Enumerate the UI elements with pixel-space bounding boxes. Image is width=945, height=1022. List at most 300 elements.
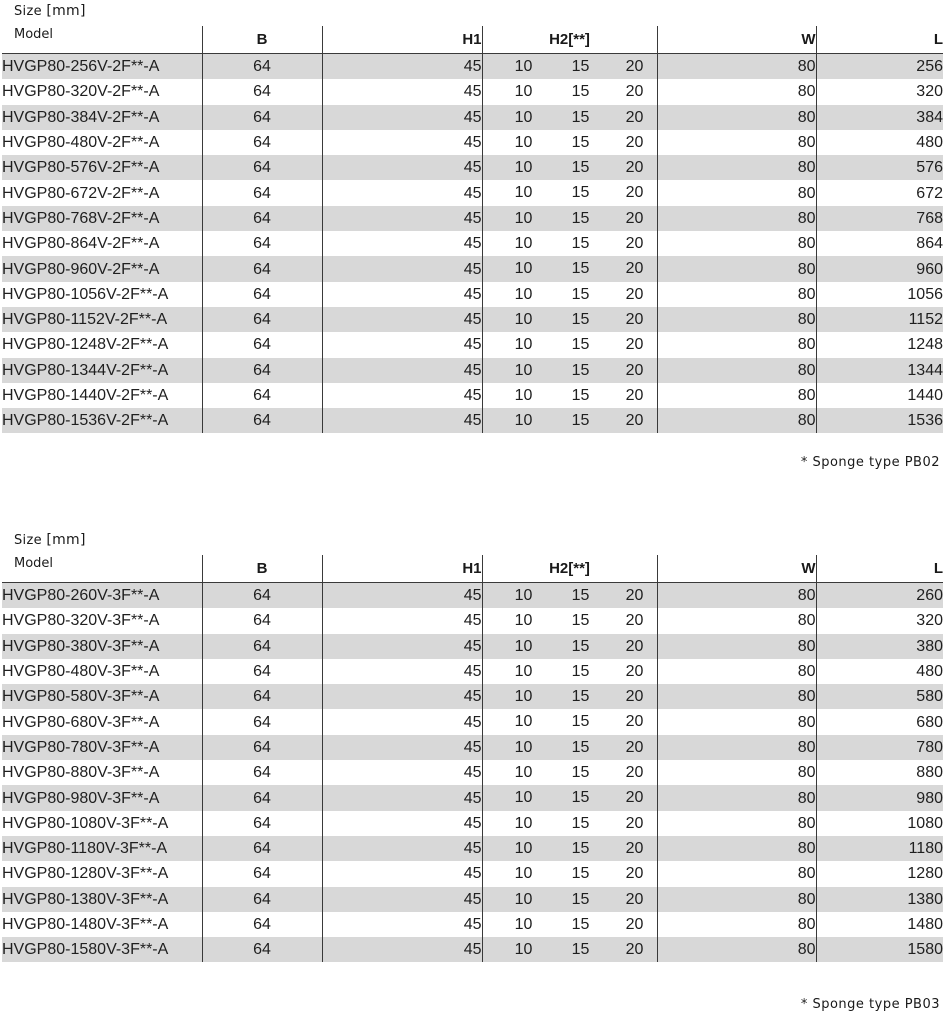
cell-b: 64 <box>202 811 322 836</box>
cell-h2-value: 15 <box>571 386 590 404</box>
cell-model: HVGP80-780V-3F**-A <box>2 738 160 756</box>
cell-h2-value: 15 <box>571 209 590 227</box>
cell-h1: 45 <box>322 130 482 155</box>
cell-h1: 45 <box>322 282 482 307</box>
cell-l: 960 <box>816 256 943 281</box>
cell-model: HVGP80-1580V-3F**-A <box>2 941 169 959</box>
cell-h2-value: 20 <box>625 587 644 604</box>
cell-b: 64 <box>202 180 322 205</box>
cell-l: 1380 <box>816 887 943 912</box>
cell-h2 <box>482 231 657 256</box>
cell-h2-value: 20 <box>625 412 644 430</box>
cell-b: 64 <box>202 231 322 256</box>
cell-h2-value: 10 <box>514 764 533 782</box>
cell-h2-value: 20 <box>625 159 644 177</box>
cell-w: 80 <box>657 358 816 383</box>
cell-w: 80 <box>657 735 816 760</box>
col-header-h1: H1 <box>322 555 482 583</box>
cell-h2-value: 20 <box>625 361 644 379</box>
cell-h2-value: 20 <box>625 612 644 630</box>
cell-l: 1248 <box>816 332 943 357</box>
cell-h2-value: 15 <box>571 890 590 908</box>
col-header-model: Model <box>14 556 54 571</box>
cell-model: HVGP80-980V-3F**-A <box>2 789 160 807</box>
cell-l: 1536 <box>816 408 943 433</box>
cell-h2-value: 10 <box>514 890 533 908</box>
cell-h2 <box>482 836 657 861</box>
cell-l: 384 <box>816 105 943 130</box>
cell-h2-value: 15 <box>571 83 590 101</box>
cell-h2-value: 20 <box>625 83 644 101</box>
cell-h2 <box>482 659 657 684</box>
cell-h2-value: 15 <box>571 285 590 303</box>
cell-h2-value: 10 <box>514 839 533 857</box>
cell-w: 80 <box>657 684 816 709</box>
cell-h2-value: 10 <box>514 688 533 706</box>
cell-h2 <box>482 684 657 709</box>
cell-l: 980 <box>816 785 943 810</box>
cell-h2-value: 15 <box>571 587 590 604</box>
cell-h2-value: 20 <box>625 58 644 75</box>
cell-model: HVGP80-380V-3F**-A <box>2 637 160 655</box>
table-body <box>2 583 943 963</box>
cell-h2-value: 15 <box>571 612 590 630</box>
cell-w: 80 <box>657 760 816 785</box>
cell-h2-value: 10 <box>514 108 533 126</box>
size-label-text: Size <box>14 4 42 19</box>
cell-h2-value: 15 <box>571 839 590 857</box>
cell-model: HVGP80-1380V-3F**-A <box>2 890 169 908</box>
table-row <box>2 332 943 357</box>
col-header-h2: H2[**] <box>482 555 657 583</box>
cell-h2 <box>482 408 657 433</box>
cell-b: 64 <box>202 358 322 383</box>
table-row <box>2 130 943 155</box>
cell-h2-value: 15 <box>571 688 590 706</box>
cell-l: 1480 <box>816 912 943 937</box>
cell-b: 64 <box>202 684 322 709</box>
cell-h2-value: 10 <box>514 941 533 959</box>
cell-model: HVGP80-1536V-2F**-A <box>2 412 169 430</box>
cell-b: 64 <box>202 634 322 659</box>
cell-model: HVGP80-1056V-2F**-A <box>2 285 169 303</box>
cell-h2-value: 15 <box>571 789 590 807</box>
cell-model: HVGP80-256V-2F**-A <box>2 58 160 76</box>
cell-h2-value: 10 <box>514 285 533 303</box>
cell-b: 64 <box>202 282 322 307</box>
cell-h1: 45 <box>322 735 482 760</box>
col-header-b: B <box>202 26 322 54</box>
cell-h2-value: 15 <box>571 310 590 328</box>
cell-l: 580 <box>816 684 943 709</box>
table-row <box>2 180 943 205</box>
cell-h1: 45 <box>322 54 482 80</box>
cell-h2-value: 10 <box>514 58 533 75</box>
cell-l: 780 <box>816 735 943 760</box>
cell-l: 1152 <box>816 307 943 332</box>
cell-w: 80 <box>657 54 816 80</box>
cell-h2 <box>482 887 657 912</box>
cell-w: 80 <box>657 912 816 937</box>
cell-h2-value: 15 <box>571 713 590 731</box>
col-header-l: L <box>816 555 943 583</box>
cell-h2 <box>482 861 657 886</box>
cell-b: 64 <box>202 659 322 684</box>
cell-h2-value: 15 <box>571 235 590 253</box>
cell-h1: 45 <box>322 155 482 180</box>
cell-h2-value: 20 <box>625 260 644 278</box>
cell-h2 <box>482 785 657 810</box>
cell-h1: 45 <box>322 709 482 734</box>
cell-h1: 45 <box>322 105 482 130</box>
cell-h2 <box>482 130 657 155</box>
cell-h2-value: 15 <box>571 814 590 832</box>
cell-w: 80 <box>657 282 816 307</box>
cell-l: 1180 <box>816 836 943 861</box>
cell-h2-value: 15 <box>571 637 590 655</box>
cell-h1: 45 <box>322 180 482 205</box>
cell-h2-value: 15 <box>571 662 590 680</box>
cell-h1: 45 <box>322 383 482 408</box>
cell-l: 680 <box>816 709 943 734</box>
cell-w: 80 <box>657 634 816 659</box>
cell-l: 320 <box>816 79 943 104</box>
cell-h2-value: 15 <box>571 738 590 756</box>
cell-h2-value: 20 <box>625 235 644 253</box>
cell-w: 80 <box>657 155 816 180</box>
cell-h2 <box>482 912 657 937</box>
cell-h2 <box>482 709 657 734</box>
cell-h1: 45 <box>322 937 482 962</box>
table-row <box>2 79 943 104</box>
cell-h2-value: 10 <box>514 361 533 379</box>
cell-b: 64 <box>202 709 322 734</box>
cell-model: HVGP80-768V-2F**-A <box>2 209 160 227</box>
cell-h2-value: 10 <box>514 587 533 604</box>
cell-w: 80 <box>657 231 816 256</box>
cell-h2-value: 20 <box>625 941 644 959</box>
cell-h2-value: 10 <box>514 159 533 177</box>
cell-h1: 45 <box>322 408 482 433</box>
cell-h2-value: 20 <box>625 890 644 908</box>
cell-h2 <box>482 937 657 962</box>
table-row <box>2 155 943 180</box>
footnote-sponge-type: * Sponge type PB03 <box>800 997 940 1012</box>
cell-h2-value: 10 <box>514 133 533 151</box>
cell-l: 480 <box>816 659 943 684</box>
table-row <box>2 282 943 307</box>
cell-h2-value: 10 <box>514 915 533 933</box>
cell-h2-value: 15 <box>571 865 590 883</box>
cell-h2 <box>482 332 657 357</box>
cell-h2-value: 10 <box>514 814 533 832</box>
cell-w: 80 <box>657 937 816 962</box>
cell-w: 80 <box>657 608 816 633</box>
cell-h2 <box>482 282 657 307</box>
cell-b: 64 <box>202 937 322 962</box>
cell-b: 64 <box>202 383 322 408</box>
cell-b: 64 <box>202 256 322 281</box>
cell-h2-value: 10 <box>514 184 533 202</box>
cell-b: 64 <box>202 735 322 760</box>
cell-h2-value: 20 <box>625 310 644 328</box>
cell-h1: 45 <box>322 887 482 912</box>
table-row <box>2 811 943 836</box>
cell-model: HVGP80-1344V-2F**-A <box>2 361 169 379</box>
cell-h2 <box>482 735 657 760</box>
col-header-b: B <box>202 555 322 583</box>
cell-w: 80 <box>657 105 816 130</box>
table-row <box>2 684 943 709</box>
table-row <box>2 887 943 912</box>
table-row <box>2 760 943 785</box>
cell-h2-value: 15 <box>571 941 590 959</box>
cell-h2-value: 15 <box>571 58 590 75</box>
table-row <box>2 408 943 433</box>
cell-b: 64 <box>202 785 322 810</box>
cell-model: HVGP80-320V-2F**-A <box>2 83 160 101</box>
cell-b: 64 <box>202 307 322 332</box>
cell-w: 80 <box>657 785 816 810</box>
cell-b: 64 <box>202 608 322 633</box>
cell-h2-value: 10 <box>514 789 533 807</box>
cell-w: 80 <box>657 130 816 155</box>
table-header-row <box>2 26 943 54</box>
table-row <box>2 231 943 256</box>
cell-w: 80 <box>657 408 816 433</box>
cell-model: HVGP80-480V-2F**-A <box>2 134 160 152</box>
cell-model: HVGP80-1152V-2F**-A <box>2 311 168 329</box>
cell-h1: 45 <box>322 256 482 281</box>
cell-w: 80 <box>657 709 816 734</box>
cell-h1: 45 <box>322 307 482 332</box>
size-label <box>14 2 86 20</box>
cell-model: HVGP80-960V-2F**-A <box>2 260 160 278</box>
col-header-w: W <box>657 26 816 54</box>
cell-h2-value: 20 <box>625 133 644 151</box>
cell-l: 864 <box>816 231 943 256</box>
cell-h2 <box>482 383 657 408</box>
cell-model: HVGP80-576V-2F**-A <box>2 159 160 177</box>
table-row <box>2 836 943 861</box>
cell-h2-value: 10 <box>514 310 533 328</box>
table-row <box>2 785 943 810</box>
col-header-w: W <box>657 555 816 583</box>
cell-h2 <box>482 307 657 332</box>
cell-h1: 45 <box>322 608 482 633</box>
cell-h1: 45 <box>322 684 482 709</box>
cell-h2 <box>482 54 657 80</box>
cell-b: 64 <box>202 583 322 609</box>
cell-h2-value: 20 <box>625 738 644 756</box>
cell-h1: 45 <box>322 332 482 357</box>
cell-h2-value: 20 <box>625 336 644 354</box>
size-unit: [mm] <box>46 3 86 19</box>
cell-w: 80 <box>657 307 816 332</box>
col-header-h1: H1 <box>322 26 482 54</box>
cell-model: HVGP80-864V-2F**-A <box>2 235 160 253</box>
cell-model: HVGP80-580V-3F**-A <box>2 688 160 706</box>
cell-h1: 45 <box>322 836 482 861</box>
cell-h2-value: 15 <box>571 159 590 177</box>
cell-h2-value: 20 <box>625 184 644 202</box>
cell-l: 256 <box>816 54 943 80</box>
table-row <box>2 54 943 80</box>
cell-h2 <box>482 608 657 633</box>
cell-model: HVGP80-1280V-3F**-A <box>2 865 169 883</box>
cell-h2-value: 20 <box>625 839 644 857</box>
cell-h2 <box>482 105 657 130</box>
cell-h2-value: 10 <box>514 83 533 101</box>
cell-b: 64 <box>202 912 322 937</box>
cell-h2 <box>482 180 657 205</box>
cell-h1: 45 <box>322 206 482 231</box>
cell-h2 <box>482 634 657 659</box>
cell-h2-value: 20 <box>625 285 644 303</box>
cell-l: 880 <box>816 760 943 785</box>
cell-h2 <box>482 583 657 609</box>
cell-model: HVGP80-1248V-2F**-A <box>2 336 169 354</box>
cell-h2-value: 20 <box>625 209 644 227</box>
cell-h1: 45 <box>322 811 482 836</box>
cell-h2-value: 20 <box>625 662 644 680</box>
cell-model: HVGP80-672V-2F**-A <box>2 184 160 202</box>
table-row <box>2 861 943 886</box>
cell-h2-value: 10 <box>514 235 533 253</box>
cell-h2 <box>482 206 657 231</box>
cell-w: 80 <box>657 836 816 861</box>
cell-l: 1344 <box>816 358 943 383</box>
cell-h2-value: 20 <box>625 865 644 883</box>
cell-b: 64 <box>202 861 322 886</box>
cell-h2-value: 20 <box>625 386 644 404</box>
cell-h2-value: 15 <box>571 108 590 126</box>
table-row <box>2 912 943 937</box>
table-row <box>2 659 943 684</box>
cell-l: 480 <box>816 130 943 155</box>
cell-h1: 45 <box>322 583 482 609</box>
cell-h2 <box>482 811 657 836</box>
cell-h2-value: 15 <box>571 915 590 933</box>
cell-h1: 45 <box>322 785 482 810</box>
cell-h2-value: 15 <box>571 764 590 782</box>
cell-h2-value: 10 <box>514 865 533 883</box>
table-body <box>2 54 943 434</box>
cell-model: HVGP80-320V-3F**-A <box>2 612 160 630</box>
cell-l: 320 <box>816 608 943 633</box>
cell-b: 64 <box>202 54 322 80</box>
col-header-h2: H2[**] <box>482 26 657 54</box>
cell-b: 64 <box>202 332 322 357</box>
cell-w: 80 <box>657 811 816 836</box>
size-label <box>14 531 86 549</box>
cell-h1: 45 <box>322 760 482 785</box>
cell-l: 1056 <box>816 282 943 307</box>
cell-model: HVGP80-260V-3F**-A <box>2 587 160 605</box>
cell-w: 80 <box>657 256 816 281</box>
cell-w: 80 <box>657 659 816 684</box>
cell-model: HVGP80-1180V-3F**-A <box>2 840 168 858</box>
cell-h2-value: 20 <box>625 789 644 807</box>
cell-model: HVGP80-480V-3F**-A <box>2 663 160 681</box>
cell-l: 1440 <box>816 383 943 408</box>
cell-h2-value: 15 <box>571 412 590 430</box>
cell-h1: 45 <box>322 634 482 659</box>
cell-b: 64 <box>202 760 322 785</box>
cell-w: 80 <box>657 180 816 205</box>
cell-w: 80 <box>657 332 816 357</box>
cell-b: 64 <box>202 105 322 130</box>
cell-h2-value: 10 <box>514 738 533 756</box>
cell-h2-value: 15 <box>571 336 590 354</box>
cell-h2-value: 20 <box>625 713 644 731</box>
cell-h2-value: 10 <box>514 209 533 227</box>
cell-b: 64 <box>202 206 322 231</box>
table-row <box>2 608 943 633</box>
table-row <box>2 105 943 130</box>
cell-w: 80 <box>657 861 816 886</box>
cell-h2-value: 10 <box>514 386 533 404</box>
cell-h2-value: 15 <box>571 184 590 202</box>
footnote-sponge-type: * Sponge type PB02 <box>800 455 940 470</box>
cell-w: 80 <box>657 383 816 408</box>
cell-h2-value: 15 <box>571 260 590 278</box>
cell-w: 80 <box>657 583 816 609</box>
cell-h1: 45 <box>322 358 482 383</box>
cell-l: 768 <box>816 206 943 231</box>
table-header-row <box>2 555 943 583</box>
cell-h1: 45 <box>322 659 482 684</box>
cell-h1: 45 <box>322 231 482 256</box>
cell-h2 <box>482 358 657 383</box>
cell-h1: 45 <box>322 79 482 104</box>
cell-h1: 45 <box>322 861 482 886</box>
col-header-l: L <box>816 26 943 54</box>
cell-model: HVGP80-680V-3F**-A <box>2 713 160 731</box>
table-row <box>2 735 943 760</box>
cell-h2-value: 15 <box>571 133 590 151</box>
cell-w: 80 <box>657 79 816 104</box>
size-unit: [mm] <box>46 532 86 548</box>
cell-model: HVGP80-1080V-3F**-A <box>2 814 169 832</box>
cell-l: 1080 <box>816 811 943 836</box>
cell-h2-value: 20 <box>625 764 644 782</box>
cell-l: 672 <box>816 180 943 205</box>
cell-model: HVGP80-1440V-2F**-A <box>2 387 169 404</box>
cell-h2-value: 10 <box>514 713 533 731</box>
cell-h2-value: 10 <box>514 336 533 354</box>
cell-l: 380 <box>816 634 943 659</box>
cell-b: 64 <box>202 79 322 104</box>
cell-h2-value: 20 <box>625 814 644 832</box>
cell-h2-value: 10 <box>514 637 533 655</box>
cell-l: 1580 <box>816 937 943 962</box>
cell-b: 64 <box>202 130 322 155</box>
table-row <box>2 383 943 408</box>
cell-h2-value: 15 <box>571 361 590 379</box>
cell-w: 80 <box>657 206 816 231</box>
cell-b: 64 <box>202 155 322 180</box>
cell-h2-value: 20 <box>625 915 644 933</box>
table-row <box>2 358 943 383</box>
cell-h2-value: 10 <box>514 662 533 680</box>
cell-h2 <box>482 155 657 180</box>
cell-h2 <box>482 760 657 785</box>
cell-h2-value: 10 <box>514 612 533 630</box>
table-row <box>2 307 943 332</box>
cell-h1: 45 <box>322 912 482 937</box>
cell-h2-value: 20 <box>625 637 644 655</box>
